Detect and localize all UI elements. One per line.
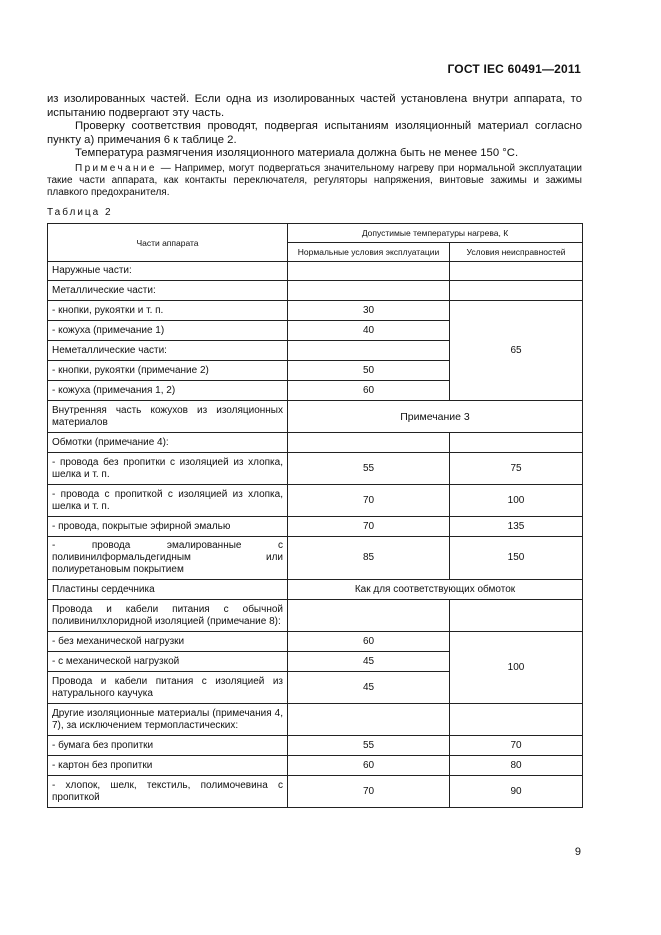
part-cell: - провода, покрытые эфирной эмалью	[48, 517, 288, 537]
normal-cell: 85	[288, 537, 450, 580]
fault-cell	[450, 281, 583, 301]
part-cell: Провода и кабели питания с обычной поливинилхлоридной изоляцией (примечание 8):	[48, 600, 288, 632]
normal-cell: 40	[288, 321, 450, 341]
table-row	[48, 704, 583, 736]
table-row	[48, 600, 583, 632]
part-cell: - с механической нагрузкой	[48, 652, 288, 672]
part-cell: - картон без пропитки	[48, 756, 288, 776]
table-row	[48, 433, 583, 453]
merged-cell: Примечание 3	[288, 401, 583, 433]
normal-cell	[288, 704, 450, 736]
part-cell: Неметаллические части:	[48, 341, 288, 361]
part-cell: - кнопки, рукоятки (примечание 2)	[48, 361, 288, 381]
table-row	[48, 281, 583, 301]
normal-cell: 70	[288, 776, 450, 808]
part-cell: - кожуха (примечание 1)	[48, 321, 288, 341]
table-row	[48, 756, 583, 776]
normal-cell: 55	[288, 736, 450, 756]
normal-cell: 45	[288, 672, 450, 704]
part-cell: - провода без пропитки с изоляцией из хлопка, шелка и т. п.	[48, 453, 288, 485]
fault-cell	[450, 600, 583, 632]
part-cell: Провода и кабели питания с изоляцией из натурального каучука	[48, 672, 288, 704]
merged-cell: Как для соответствующих обмоток	[288, 580, 583, 600]
part-cell: - кожуха (примечания 1, 2)	[48, 381, 288, 401]
table-row	[48, 776, 583, 808]
fault-cell-merged: 100	[450, 632, 583, 704]
paragraph-2: Проверку соответствия проводят, подвергая испытаниям изоляционный материал согласно пункту а) примечания 6 к таблице 2.	[47, 120, 582, 146]
table-row	[48, 262, 583, 281]
normal-cell: 30	[288, 301, 450, 321]
header-fault: Условия неисправностей	[450, 243, 583, 262]
fault-cell	[450, 262, 583, 281]
header-normal: Нормальные условия эксплуатации	[288, 243, 450, 262]
normal-cell: 45	[288, 652, 450, 672]
fault-cell: 70	[450, 736, 583, 756]
normal-cell	[288, 341, 450, 361]
part-cell: Металлические части:	[48, 281, 288, 301]
normal-cell: 50	[288, 361, 450, 381]
table-row	[48, 485, 583, 517]
temperature-table	[47, 223, 583, 808]
normal-cell	[288, 281, 450, 301]
part-cell: - бумага без пропитки	[48, 736, 288, 756]
table-row	[48, 736, 583, 756]
part-cell: - провода с пропиткой с изоляцией из хлопка, шелка и т. п.	[48, 485, 288, 517]
fault-cell: 75	[450, 453, 583, 485]
header-parts: Части аппарата	[48, 224, 288, 262]
normal-cell: 60	[288, 632, 450, 652]
paragraph-3: Температура размягчения изоляционного материала должна быть не менее 150 °С.	[75, 147, 519, 160]
table-row	[48, 537, 583, 580]
normal-cell	[288, 262, 450, 281]
header-temperature-group: Допустимые температуры нагрева, К	[288, 224, 583, 243]
part-cell: - провода эмалированные с поливинилформальдегидным или полиуретановым покрытием	[48, 537, 288, 580]
fault-cell	[450, 704, 583, 736]
part-cell: Внутренняя часть кожухов из изоляционных материалов	[48, 401, 288, 433]
fault-cell: 80	[450, 756, 583, 776]
table-row	[48, 517, 583, 537]
fault-cell: 90	[450, 776, 583, 808]
table-row	[48, 453, 583, 485]
body-text	[47, 93, 582, 161]
fault-cell: 135	[450, 517, 583, 537]
normal-cell	[288, 600, 450, 632]
fault-cell	[450, 433, 583, 453]
normal-cell	[288, 433, 450, 453]
part-cell: Другие изоляционные материалы (примечания 4, 7), за исключением термопластических:	[48, 704, 288, 736]
table-row	[48, 632, 583, 652]
normal-cell: 70	[288, 485, 450, 517]
table-caption: Таблица 2	[47, 207, 113, 218]
normal-cell: 70	[288, 517, 450, 537]
page-number: 9	[574, 846, 581, 858]
part-cell: - хлопок, шелк, текстиль, полимочевина с пропиткой	[48, 776, 288, 808]
table-row	[48, 580, 583, 600]
part-cell: Пластины сердечника	[48, 580, 288, 600]
normal-cell: 60	[288, 381, 450, 401]
normal-cell: 60	[288, 756, 450, 776]
part-cell: Наружные части:	[48, 262, 288, 281]
part-cell: - без механической нагрузки	[48, 632, 288, 652]
table-row	[48, 301, 583, 321]
table-row	[48, 401, 583, 433]
fault-cell: 150	[450, 537, 583, 580]
document-code: ГОСТ IEC 60491—2011	[447, 62, 581, 76]
note-text: — Например, могут подвергаться значительному нагреву при нормальной эксплуатации такие части аппарата, как контакты переключателя, регуляторы напряжения, винтовые зажимы и зажимы плавкого предохранителя.	[47, 163, 582, 199]
paragraph-1: из изолированных частей. Если одна из изолированных частей установлена внутри аппарата, то испытанию подвергают эту часть.	[47, 93, 582, 119]
note	[47, 163, 582, 200]
part-cell: - кнопки, рукоятки и т. п.	[48, 301, 288, 321]
normal-cell: 55	[288, 453, 450, 485]
note-label: Примечание	[75, 163, 157, 174]
part-cell: Обмотки (примечание 4):	[48, 433, 288, 453]
fault-cell: 100	[450, 485, 583, 517]
fault-cell-merged: 65	[450, 301, 583, 401]
